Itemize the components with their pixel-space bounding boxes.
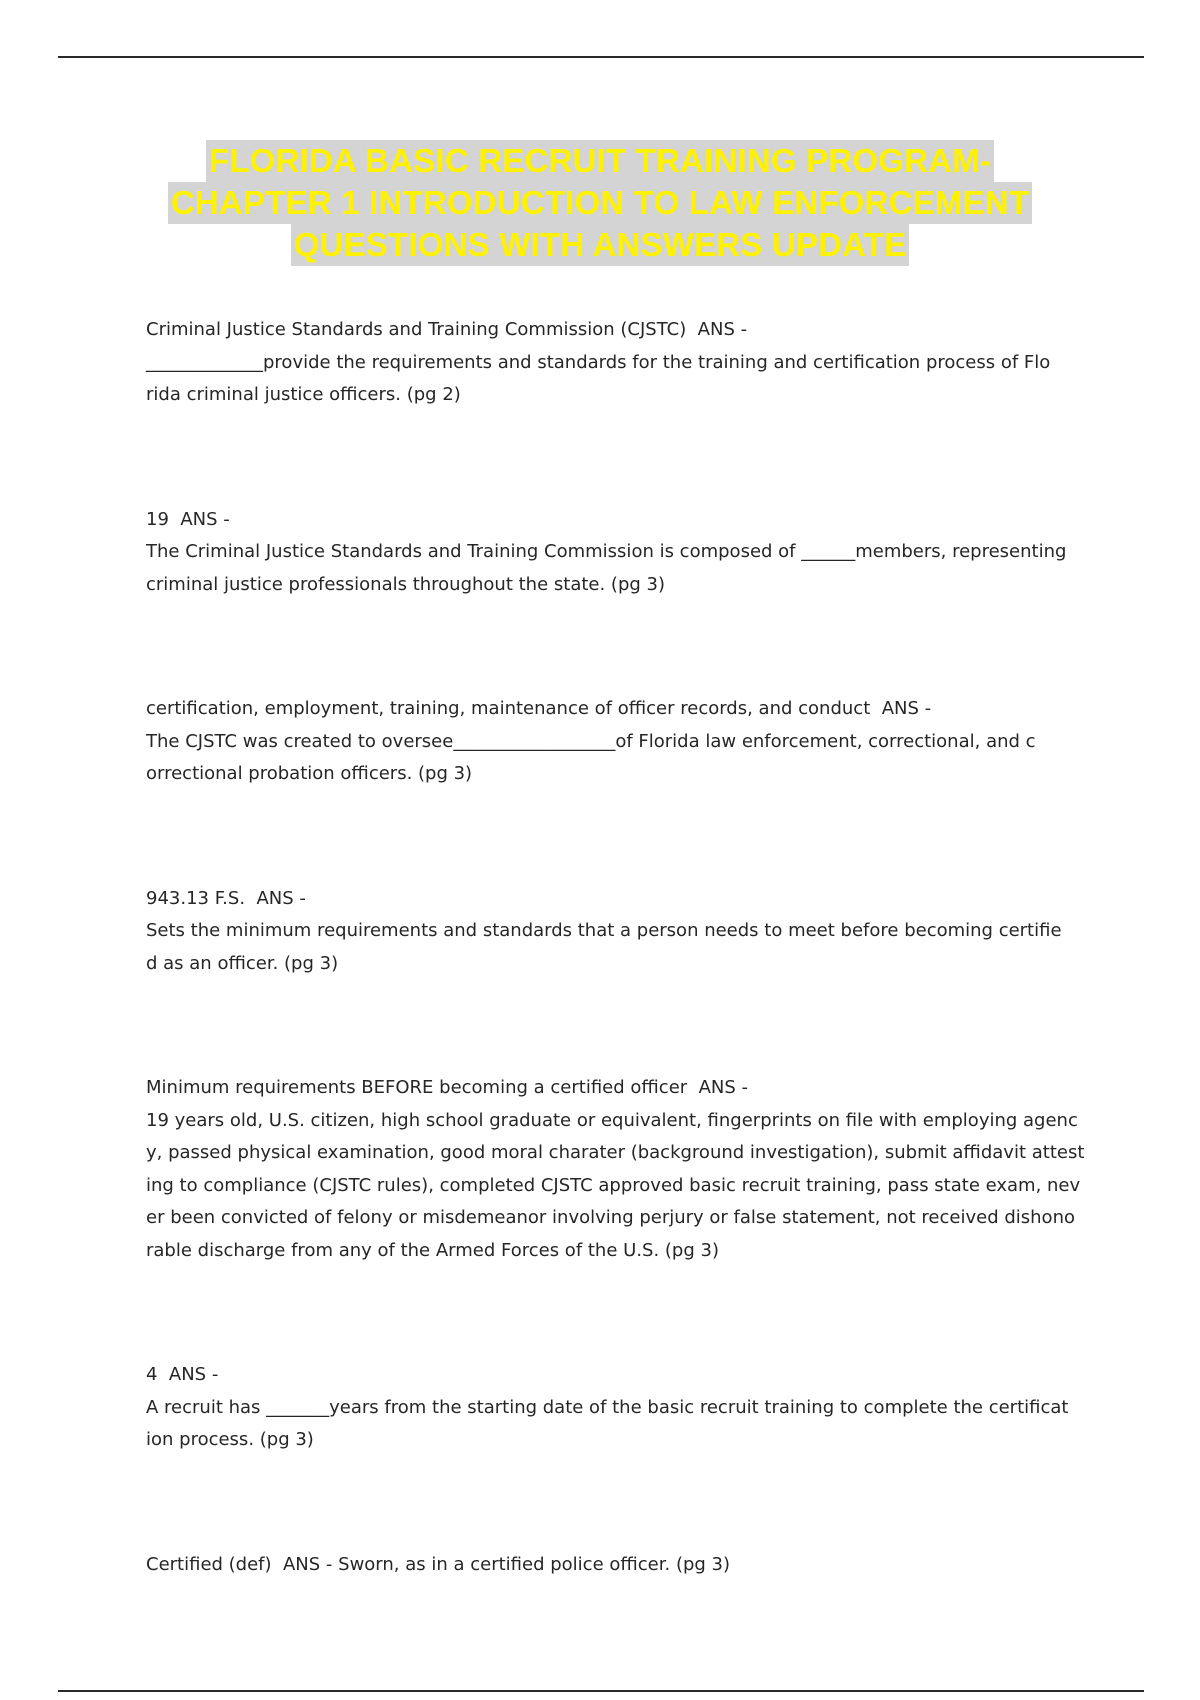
qa-term: Criminal Justice Standards and Training Commission (CJSTC) ANS - [146,319,748,340]
qa-list [146,314,1096,1581]
qa-term: certification, employment, training, maintenance of officer records, and conduct ANS - [146,698,932,719]
qa-item [146,1072,1096,1267]
qa-term: Minimum requirements BEFORE becoming a certified officer ANS - [146,1077,749,1098]
qa-item [146,314,1096,412]
qa-item [146,504,1096,602]
document-title [0,140,1200,266]
qa-definition: _____________provide the requirements and standards for the training and certification process of Flo rida criminal justice officers. (pg 2) [146,351,1051,405]
qa-definition: The Criminal Justice Standards and Training Commission is composed of ______members, representing criminal justice professionals throughout the state. (pg 3) [146,541,1067,595]
qa-definition: Sworn, as in a certified police officer. (pg 3) [332,1553,731,1575]
qa-definition: The CJSTC was created to oversee__________________of Florida law enforcement, correctional, and c orrectional probation officers. (pg 3) [146,730,1036,784]
qa-item [146,1549,1096,1582]
title-line-1: FLORIDA BASIC RECRUIT TRAINING PROGRAM- [206,140,994,182]
qa-term: Certified (def) ANS - [146,1553,333,1575]
qa-item [146,883,1096,981]
qa-definition: A recruit has _______years from the starting date of the basic recruit training to complete the certificat ion process. (pg 3) [146,1396,1069,1450]
top-rule [58,56,1144,58]
qa-term: 943.13 F.S. ANS - [146,887,306,909]
qa-definition: Sets the minimum requirements and standards that a person needs to meet before becoming certifie d as an officer. (pg 3) [146,920,1062,974]
qa-item [146,1359,1096,1457]
qa-item [146,693,1096,791]
qa-definition: 19 years old, U.S. citizen, high school graduate or equivalent, fingerprints on file with employing agenc y, passed physical examination, good moral charater (background investigation), submit affidavit attest ing to compliance (CJSTC rules), completed CJSTC approved basic recruit training, pass state exam, nev er been convicted of felony or misdemeanor involving perjury or false statement, not received dishono rable discharge from any of the Armed Forces of the U.S. (pg 3) [146,1109,1085,1261]
bottom-rule [58,1690,1144,1692]
title-line-2: CHAPTER 1 INTRODUCTION TO LAW ENFORCEMENT [168,182,1032,224]
title-line-3: QUESTIONS WITH ANSWERS UPDATE [291,224,910,266]
qa-term: 4 ANS - [146,1364,219,1385]
qa-term: 19 ANS - [146,508,230,530]
